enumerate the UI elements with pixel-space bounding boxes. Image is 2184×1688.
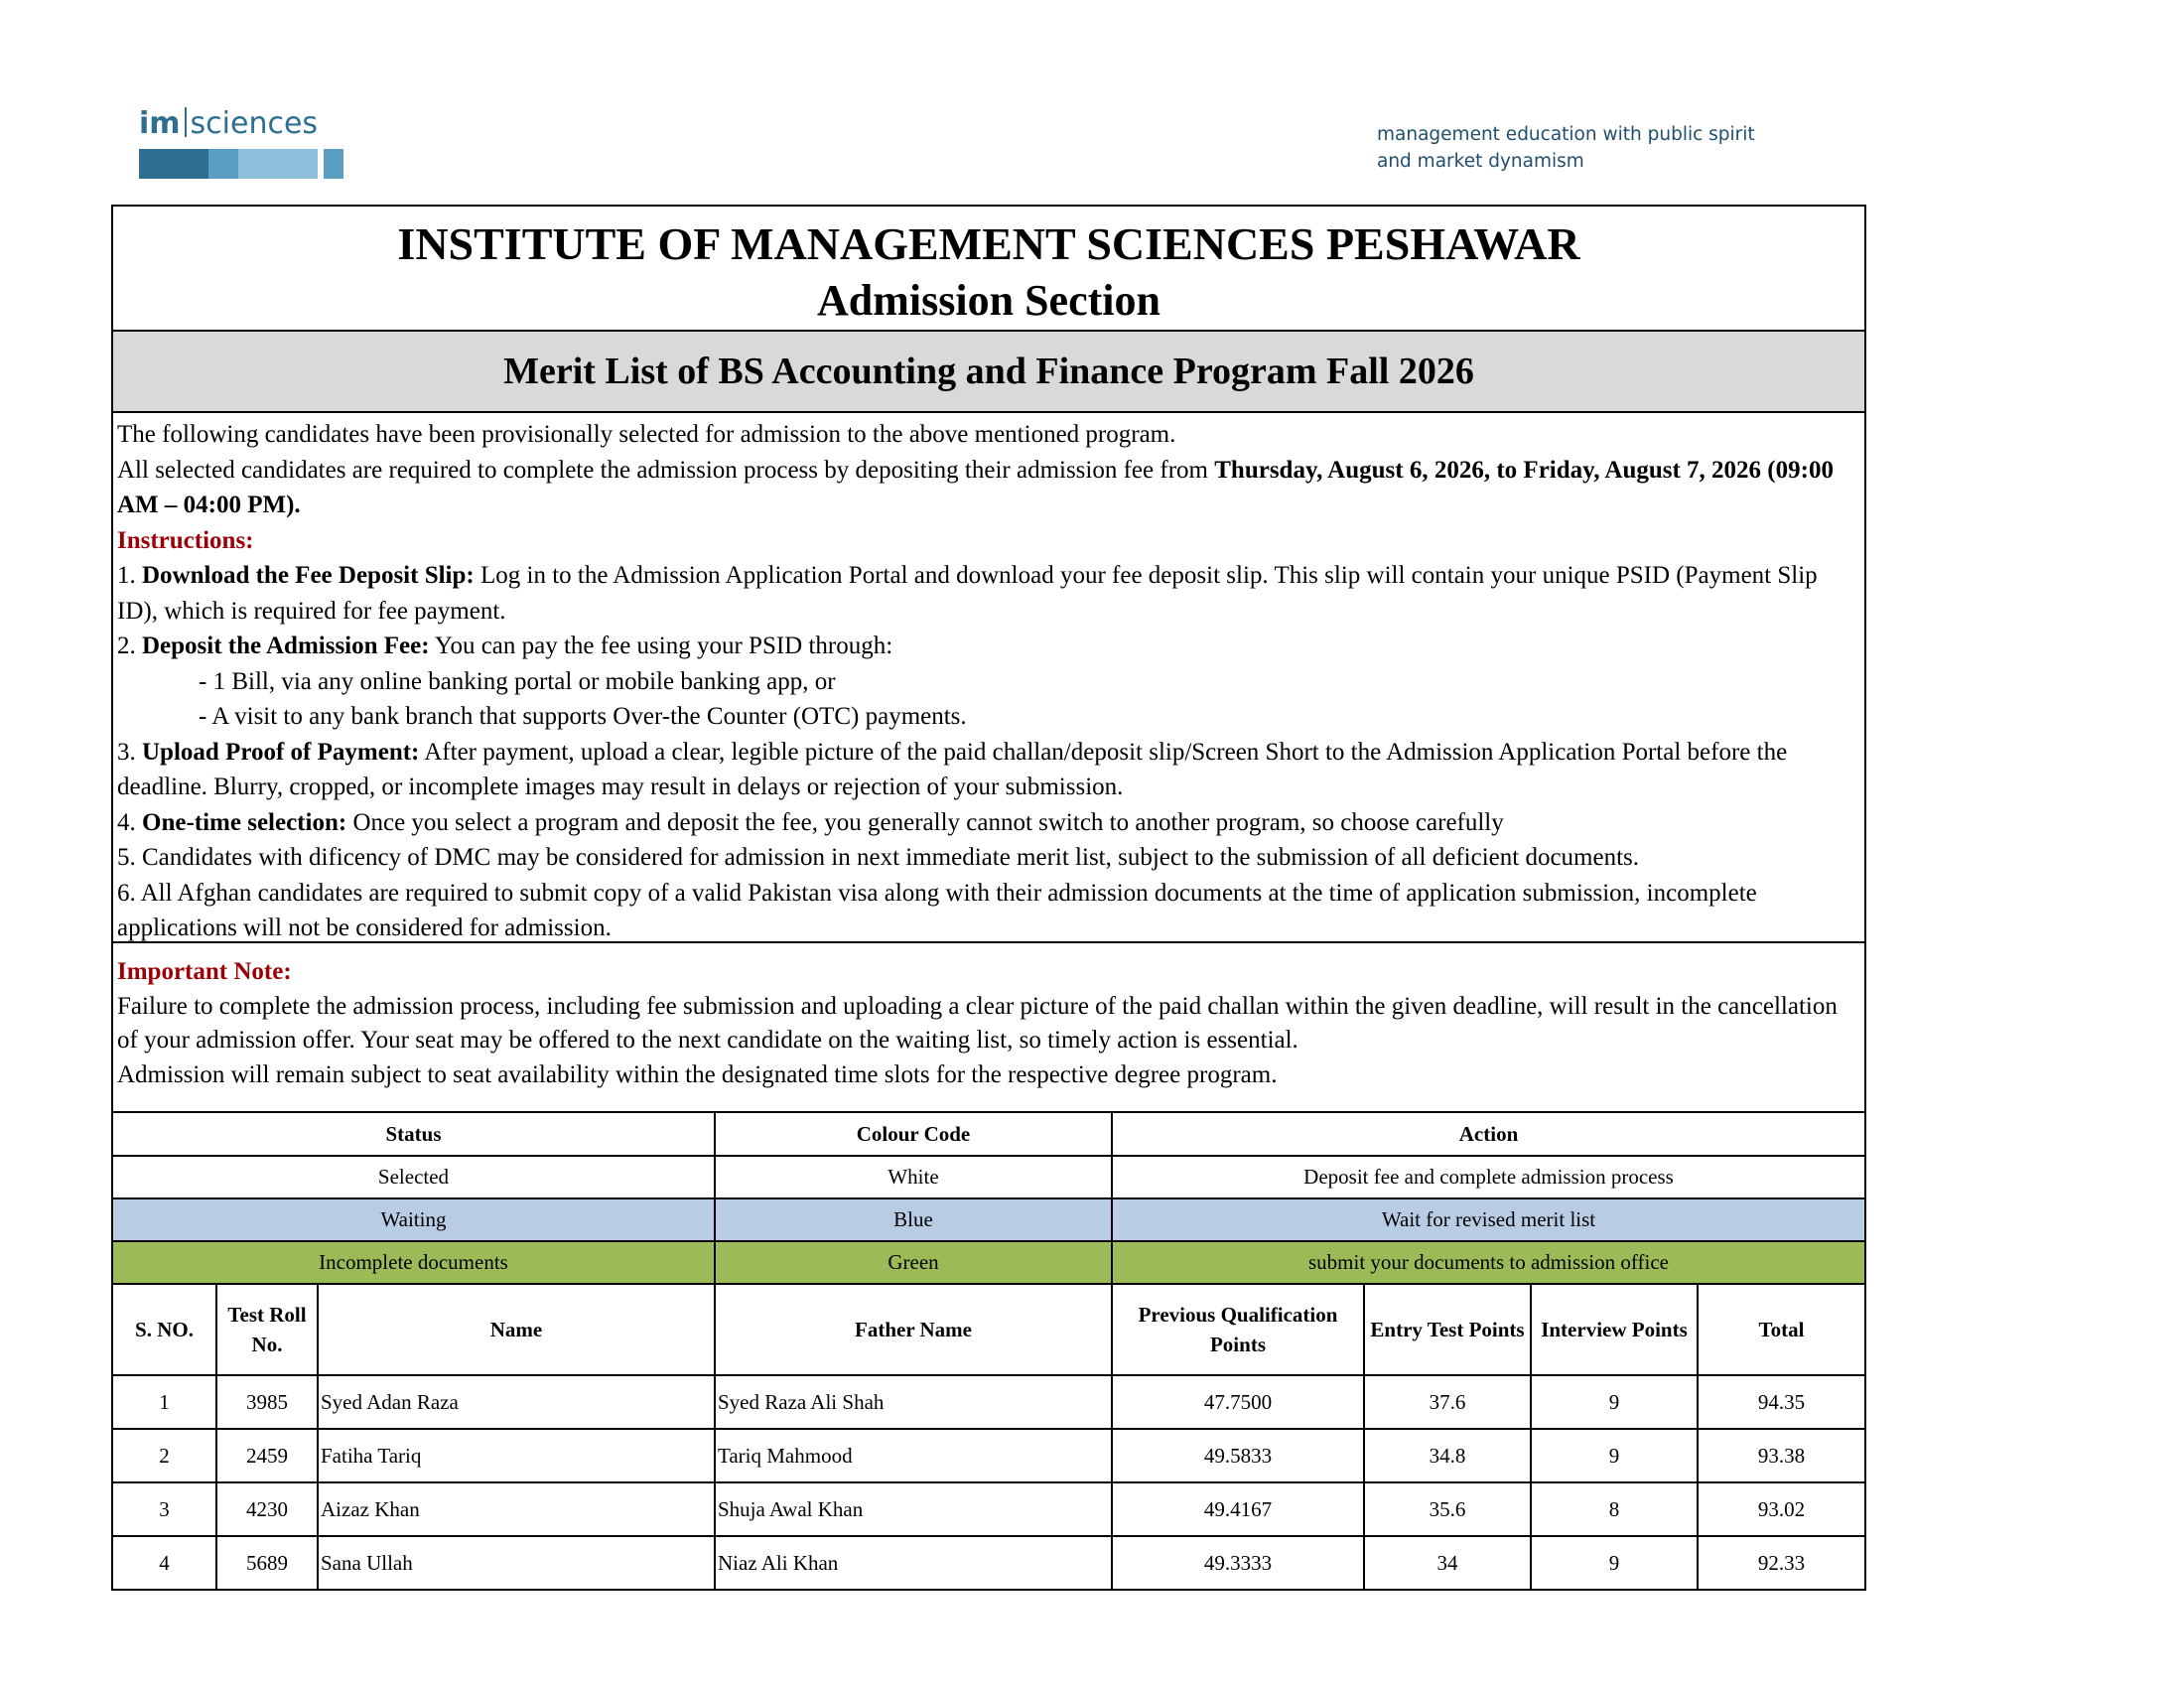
legend-action: Deposit fee and complete admission process [1112,1156,1864,1198]
interview-points: 8 [1531,1482,1698,1536]
instruction-4 [117,805,1860,841]
merit-list-title: Merit List of BS Accounting and Finance Program Fall 2026 [113,332,1864,413]
instruction-title: Upload Proof of Payment: [142,738,420,766]
interview-points: 9 [1531,1429,1698,1482]
merit-header: S. NO. [113,1285,216,1375]
instruction-title: Download the Fee Deposit Slip: [142,562,475,589]
important-note [113,943,1864,1113]
serial-no: 2 [113,1429,216,1482]
legend-colour: Blue [715,1198,1112,1241]
serial-no: 3 [113,1482,216,1536]
table-row [113,1375,1864,1429]
roll-no: 3985 [216,1375,318,1429]
qualification-points: 49.5833 [1112,1429,1364,1482]
candidate-name: Fatiha Tariq [318,1429,715,1482]
instruction-5: 5. Candidates with dificency of DMC may be considered for admission in next immediate merit list, subject to the submission of all deficient documents. [117,844,1640,871]
merit-header: Father Name [715,1285,1112,1375]
logo-color-bars [139,149,347,179]
merit-header: Interview Points [1531,1285,1698,1375]
logo-sciences: sciences [190,106,319,141]
father-name: Syed Raza Ali Shah [715,1375,1112,1429]
instruction-2 [117,629,1860,664]
table-row [113,1482,1864,1536]
table-row [113,1536,1864,1589]
instruction-2-option-2: - A visit to any bank branch that supports Over-the Counter (OTC) payments. [199,703,967,730]
logo-bar [139,149,208,179]
entry-test-points: 34 [1364,1536,1531,1589]
tagline [1377,121,1755,175]
status-legend-table [113,1113,1864,1285]
legend-action: Wait for revised merit list [1112,1198,1864,1241]
father-name: Shuja Awal Khan [715,1482,1112,1536]
merit-header: Entry Test Points [1364,1285,1531,1375]
entry-test-points: 35.6 [1364,1482,1531,1536]
intro-line: The following candidates have been provisionally selected for admission to the above mentioned program. [117,421,1176,448]
interview-points: 9 [1531,1375,1698,1429]
interview-points: 9 [1531,1536,1698,1589]
entry-test-points: 37.6 [1364,1375,1531,1429]
legend-row [113,1198,1864,1241]
logo [139,107,347,179]
instructions-heading: Instructions: [117,526,254,554]
tagline-line: management education with public spirit [1377,124,1755,145]
logo-bar [238,149,318,179]
total-points: 93.02 [1698,1482,1864,1536]
candidate-name: Sana Ullah [318,1536,715,1589]
instruction-text: Log in to the Admission Application Portal and download your fee deposit slip. This slip will contain your unique PSID (Payment Slip ID), which is required for fee payment. [117,562,1818,625]
father-name: Niaz Ali Khan [715,1536,1112,1589]
instructions-block [113,413,1864,943]
important-note-text: Failure to complete the admission process, including fee submission and uploading a clear picture of the paid challan within the given deadline, will result in the cancellation of your admission offer. Your seat may be offered to the next candidate on the waiting list, so timely action is essential. [117,992,1838,1054]
entry-test-points: 34.8 [1364,1429,1531,1482]
instruction-number: 4. [117,808,142,836]
logo-divider [185,107,187,137]
instruction-title: One-time selection: [142,808,347,836]
serial-no: 4 [113,1536,216,1589]
legend-colour: White [715,1156,1112,1198]
merit-header-row [113,1285,1864,1375]
roll-no: 5689 [216,1536,318,1589]
logo-im: im [139,106,181,141]
document-header [113,207,1864,332]
important-note-heading: Important Note: [117,958,292,985]
instruction-2-option-1: - 1 Bill, via any online banking portal or mobile banking app, or [199,667,836,695]
instruction-number: 1. [117,562,142,589]
merit-header: Total [1698,1285,1864,1375]
logo-bar [324,149,343,179]
legend-status: Waiting [113,1198,715,1241]
section-title: Admission Section [817,276,1160,325]
intro-deadline [117,453,1860,523]
instruction-text: After payment, upload a clear, legible picture of the paid challan/deposit slip/Screen Short to the Admission Application Portal before the deadline. Blurry, cropped, or incomplete images may result in delays or rejection of your submission. [117,738,1788,800]
candidate-name: Aizaz Khan [318,1482,715,1536]
logo-bar [208,149,238,179]
instruction-number: 2. [117,633,142,659]
legend-status: Selected [113,1156,715,1198]
total-points: 94.35 [1698,1375,1864,1429]
deadline-dates: Thursday, August 6, 2026, to Friday, August 7, 2026 (09:00 AM – 04:00 PM). [117,456,1834,518]
father-name: Tariq Mahmood [715,1429,1112,1482]
legend-header-row [113,1113,1864,1156]
qualification-points: 47.7500 [1112,1375,1364,1429]
legend-action: submit your documents to admission office [1112,1241,1864,1284]
important-note-text: Admission will remain subject to seat availability within the designated time slots for the respective degree program. [117,1060,1278,1088]
roll-no: 2459 [216,1429,318,1482]
instruction-3 [117,735,1860,805]
legend-header: Action [1112,1113,1864,1156]
qualification-points: 49.4167 [1112,1482,1364,1536]
serial-no: 1 [113,1375,216,1429]
instruction-number: 3. [117,738,142,766]
legend-header: Colour Code [715,1113,1112,1156]
total-points: 92.33 [1698,1536,1864,1589]
table-row [113,1429,1864,1482]
legend-status: Incomplete documents [113,1241,715,1284]
candidate-name: Syed Adan Raza [318,1375,715,1429]
legend-row [113,1156,1864,1198]
merit-header: Previous Qualification Points [1112,1285,1364,1375]
qualification-points: 49.3333 [1112,1536,1364,1589]
roll-no: 4230 [216,1482,318,1536]
logo-wordmark [139,107,347,139]
instruction-6: 6. All Afghan candidates are required to submit copy of a valid Pakistan visa along with their admission documents at the time of application submission, incomplete applications will not be considered for admission. [117,879,1757,941]
instruction-text: You can pay the fee using your PSID through: [429,633,893,659]
instruction-title: Deposit the Admission Fee: [142,633,430,659]
institute-title: INSTITUTE OF MANAGEMENT SCIENCES PESHAWAR [397,218,1580,269]
intro-deadline-text: All selected candidates are required to complete the admission process by depositing their admission fee from [117,456,1215,484]
instruction-1 [117,558,1860,629]
merit-table [113,1285,1864,1589]
tagline-line: and market dynamism [1377,151,1584,172]
merit-header: Name [318,1285,715,1375]
instruction-text: Once you select a program and deposit the fee, you generally cannot switch to another program, so choose carefully [346,808,1504,836]
merit-header: Test Roll No. [216,1285,318,1375]
total-points: 93.38 [1698,1429,1864,1482]
legend-header: Status [113,1113,715,1156]
legend-colour: Green [715,1241,1112,1284]
legend-row [113,1241,1864,1284]
merit-document [111,205,1866,1591]
